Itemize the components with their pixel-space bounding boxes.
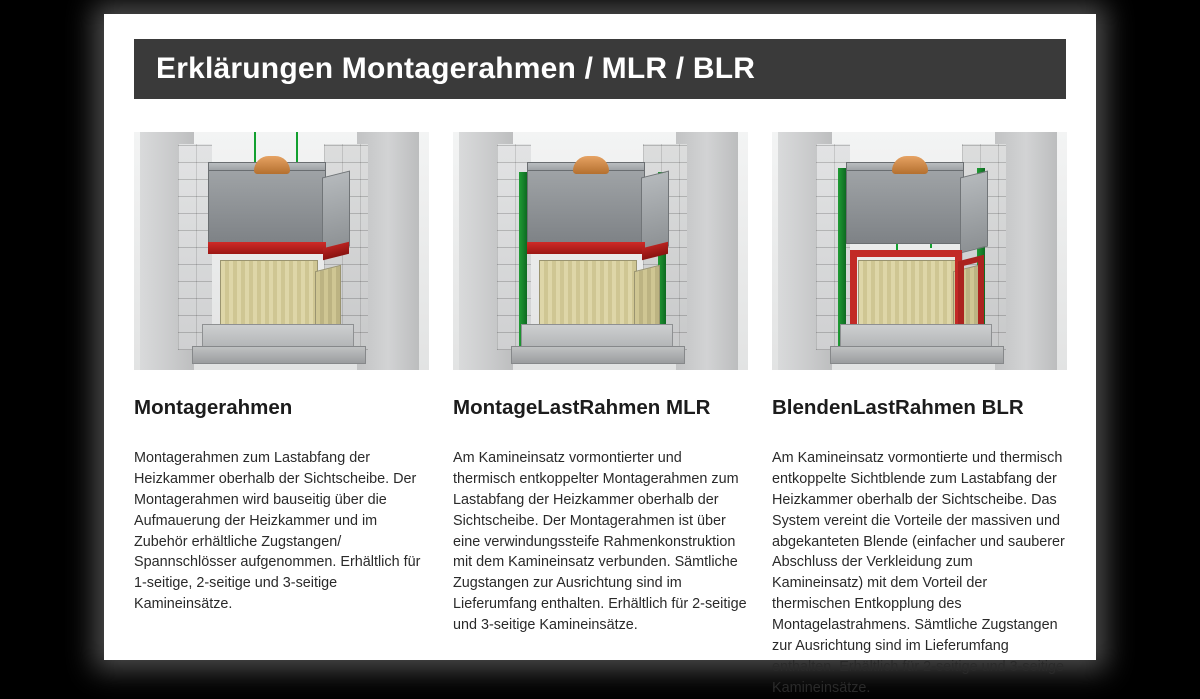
hood-side-shape [641,171,669,254]
column-body-text: Montagerahmen zum Lastabfang der Heizkammer oberhalb der Sichtscheibe. Der Montagerahmen wird bauseitig über die Aufmauerung der Heizkammer und im Zubehör erhältliche Zugstangen/ Spannschlösser aufgenommen. Erhältlich für 1-seitige, 2-seitige und 3-seitige Kamineinsätze. [134,450,421,613]
hood-side-shape [322,171,350,254]
column-heading: Montagerahmen [134,396,293,419]
mlr-diagram [453,132,748,370]
mounting-frame-red-shape [527,242,645,254]
fire-glass-side-shape [634,265,660,331]
base-lower-shape [511,346,685,364]
hood-shape [527,170,645,244]
hood-shape [208,170,326,244]
fire-glass-shape [220,260,318,326]
columns-container [134,132,1066,699]
brick-left-shape [178,144,212,350]
fire-glass-side-shape [315,265,341,331]
column-heading: BlendenLastRahmen BLR [772,396,1024,419]
column-mlr [453,132,748,699]
mounting-frame-red-shape [208,242,326,254]
column-body-text: Am Kamineinsatz vormontierte und thermisch entkoppelte Sichtblende zum Lastabfang der Heizkammer oberhalb der Sichtscheibe. Das System vereint die Vorteile der massiven und abgekanteten Blende (einfacher und sauberer Abschluss der Verkleidung zum Kamineinsatz) mit dem Vorteil der thermischen Entkopplung des Montagelastrahmens. Sämtliche Zugstangen zur Ausrichtung sind im Lieferumfang enthalten. Erhältlich für 2-seitige und 3-seitige Kamineinsätze. [772,450,1065,696]
slide-title-bar [134,39,1066,99]
column-montagerahmen [134,132,429,699]
copper-cap-shape [573,156,609,174]
column-heading: MontageLastRahmen MLR [453,396,711,419]
slide-panel [104,14,1096,696]
hood-side-shape [960,171,988,254]
blr-diagram [772,132,1067,370]
base-lower-shape [192,346,366,364]
copper-cap-shape [254,156,290,174]
fire-glass-shape [539,260,637,326]
column-blr [772,132,1067,699]
page-title: Erklärungen Montagerahmen / MLR / BLR [156,52,756,85]
base-lower-shape [830,346,1004,364]
montagerahmen-diagram [134,132,429,370]
column-body-text: Am Kamineinsatz vormontierter und thermisch entkoppelter Montagerahmen zum Lastabfang der Heizkammer oberhalb der Sichtscheibe. Der Montagerahmen ist über eine verwindungssteife Rahmenkonstruktion mit dem Kamineinsatz verbunden. Sämtliche Zugstangen zur Ausrichtung sind im Lieferumfang enthalten. Erhältlich für 2-seitige und 3-seitige Kamineinsätze. [453,450,747,633]
blind-load-frame-shape [850,250,962,334]
hood-shape [846,170,964,244]
copper-cap-shape [892,156,928,174]
